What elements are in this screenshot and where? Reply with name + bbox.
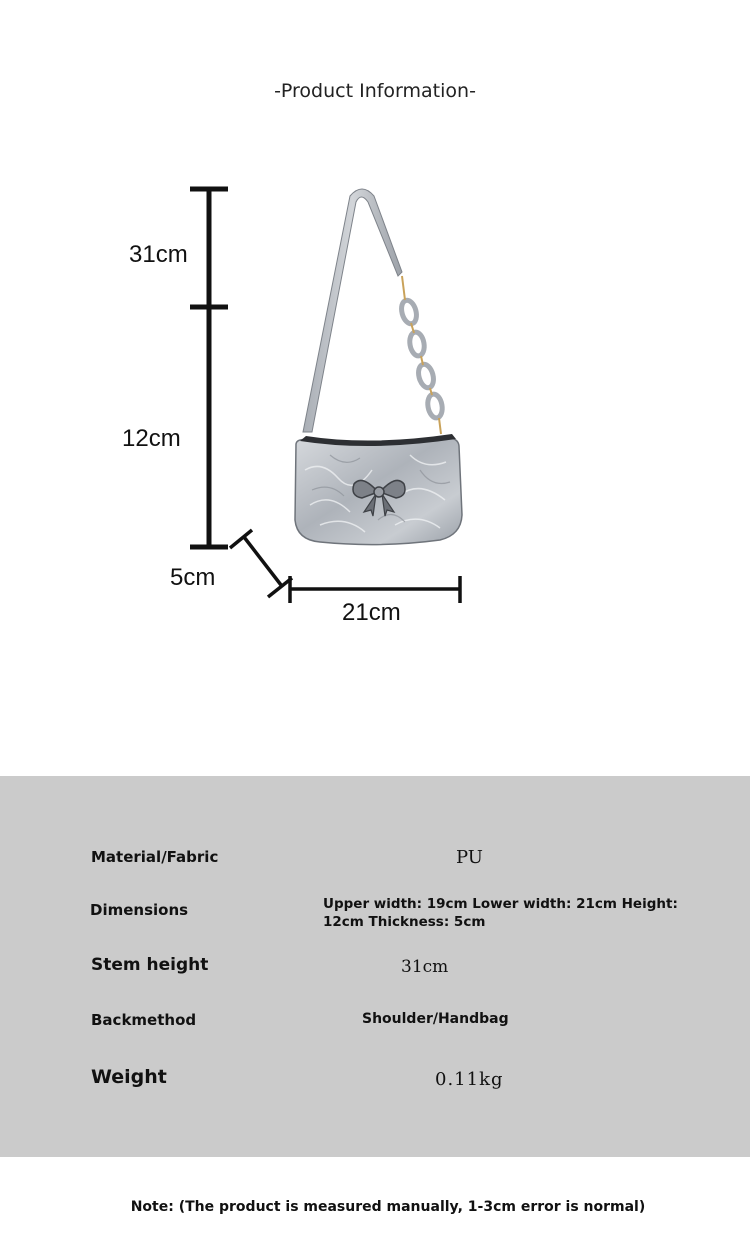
spec-label-material: Material/Fabric (91, 848, 219, 866)
spec-panel (0, 776, 750, 1157)
spec-label-dimensions: Dimensions (90, 901, 189, 919)
width-label: 21cm (342, 599, 401, 626)
spec-value-dimensions: Upper width: 19cm Lower width: 21cm Height: 12cm Thickness: 5cm (323, 896, 678, 930)
spec-value-stem-height: 31cm (401, 957, 449, 977)
spec-label-weight: Weight (91, 1066, 167, 1088)
spec-value-material: PU (456, 847, 483, 868)
page-title: -Product Information- (274, 80, 476, 102)
spec-value-weight: 0.11kg (435, 1069, 504, 1090)
thickness-measure-line (230, 530, 292, 597)
bag-illustration (295, 189, 462, 545)
spec-label-backmethod: Backmethod (91, 1011, 197, 1029)
thickness-label: 5cm (170, 564, 216, 591)
spec-label-stem-height: Stem height (91, 955, 209, 975)
measurement-note: Note: (The product is measured manually, 1-3cm error is normal) (130, 1199, 646, 1215)
spec-value-backmethod: Shoulder/Handbag (362, 1011, 509, 1027)
strap-height-label: 31cm (129, 241, 188, 268)
height-measure-line (190, 189, 228, 547)
bag-height-label: 12cm (122, 425, 181, 452)
